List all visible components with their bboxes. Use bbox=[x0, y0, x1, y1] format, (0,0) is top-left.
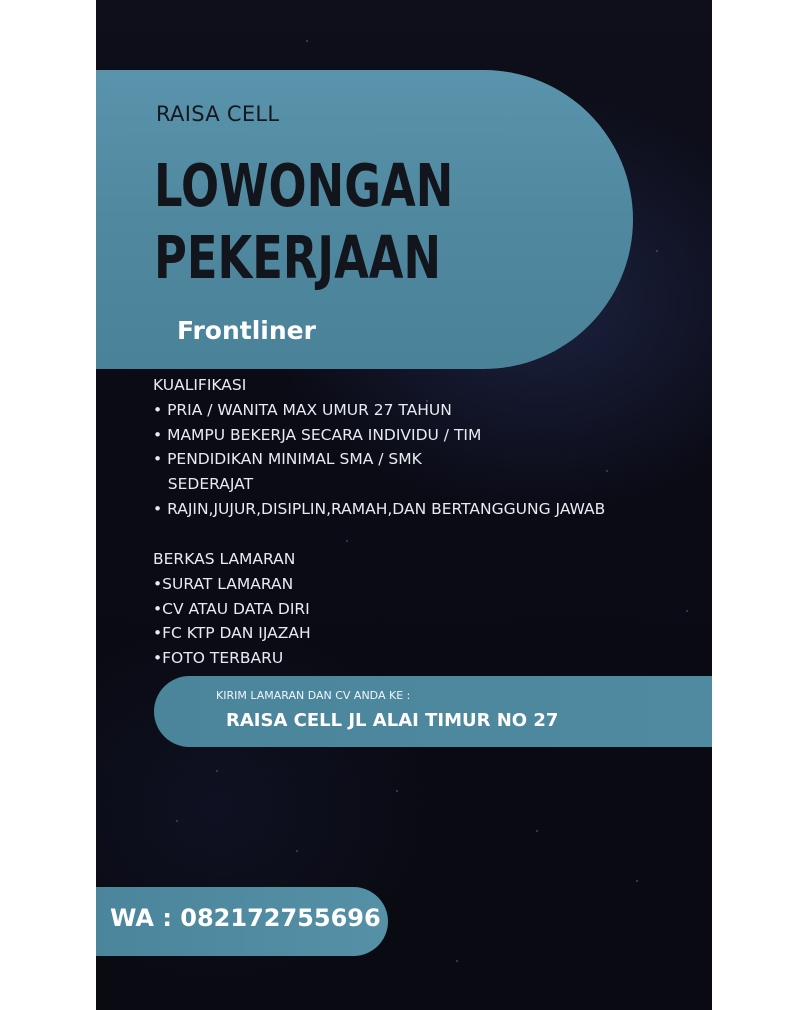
background-speck bbox=[216, 770, 218, 772]
document-item: •CV ATAU DATA DIRI bbox=[153, 599, 310, 618]
brand-name: RAISA CELL bbox=[156, 102, 280, 126]
document-item: •FOTO TERBARU bbox=[153, 649, 284, 668]
qualifications-title: KUALIFIKASI bbox=[153, 376, 247, 394]
document-item: •FC KTP DAN IJAZAH bbox=[153, 624, 311, 643]
whatsapp-number: WA : 082172755696 bbox=[110, 904, 381, 932]
background-speck bbox=[176, 820, 178, 822]
submission-address: RAISA CELL JL ALAI TIMUR NO 27 bbox=[226, 710, 559, 731]
job-position: Frontliner bbox=[177, 316, 316, 345]
qualification-item: SEDERAJAT bbox=[153, 475, 254, 494]
background-speck bbox=[346, 540, 348, 542]
qualification-item: • PENDIDIKAN MINIMAL SMA / SMK bbox=[153, 450, 422, 469]
job-poster bbox=[96, 0, 712, 1010]
qualification-item: • MAMPU BEKERJA SECARA INDIVIDU / TIM bbox=[153, 425, 482, 444]
background-speck bbox=[686, 610, 688, 612]
background-speck bbox=[456, 960, 458, 962]
background-speck bbox=[296, 850, 298, 852]
qualifications-section bbox=[153, 373, 605, 522]
document-item: •SURAT LAMARAN bbox=[153, 574, 294, 593]
headline-line-1: LOWONGAN bbox=[154, 151, 454, 220]
background-speck bbox=[536, 830, 538, 832]
background-speck bbox=[636, 880, 638, 882]
submission-label: KIRIM LAMARAN DAN CV ANDA KE : bbox=[216, 689, 411, 702]
qualification-item: • PRIA / WANITA MAX UMUR 27 TAHUN bbox=[153, 400, 452, 419]
headline-line-2: PEKERJAAN bbox=[154, 223, 442, 292]
background-speck bbox=[656, 250, 658, 252]
background-speck bbox=[306, 40, 308, 42]
documents-section bbox=[153, 547, 311, 671]
documents-title: BERKAS LAMARAN bbox=[153, 550, 296, 568]
background-speck bbox=[606, 470, 608, 472]
background-speck bbox=[396, 790, 398, 792]
qualification-item: • RAJIN,JUJUR,DISIPLIN,RAMAH,DAN BERTANGGUNG JAWAB bbox=[153, 499, 606, 518]
